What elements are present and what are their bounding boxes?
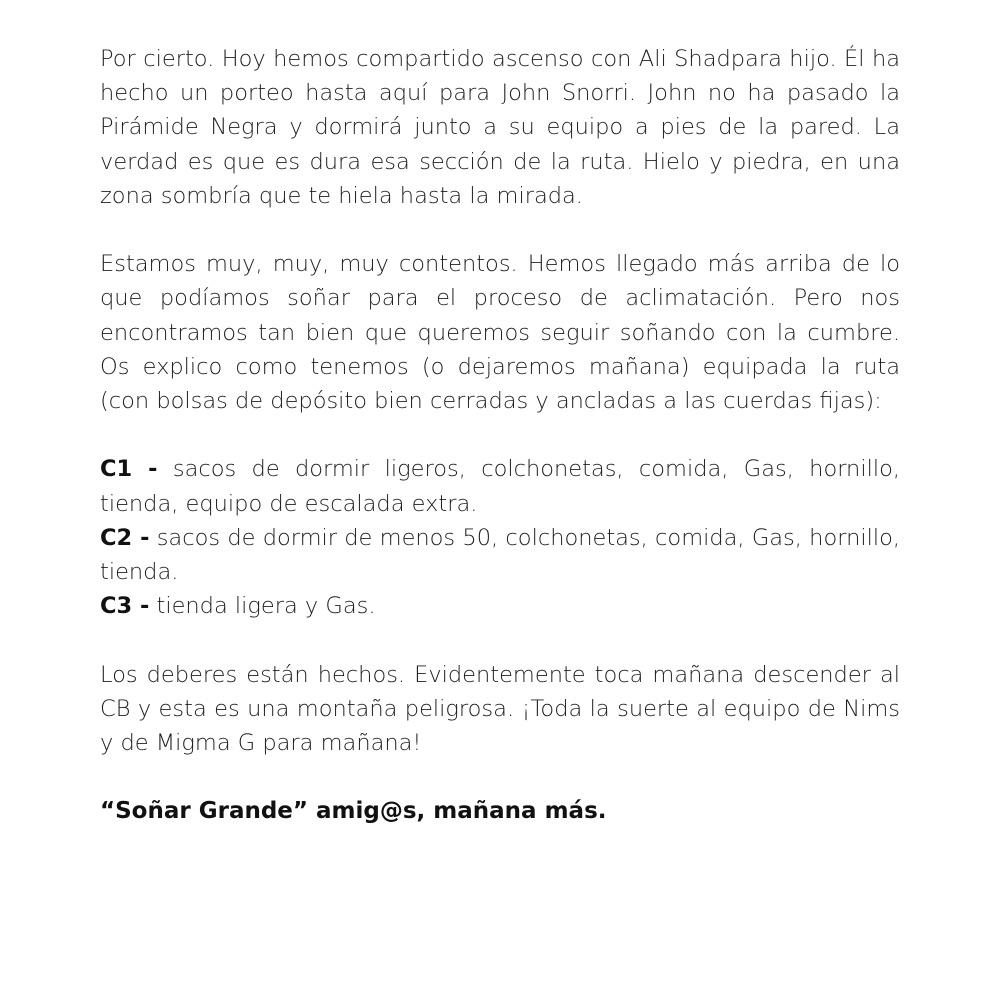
paragraph-gap [100, 213, 900, 247]
paragraph-route: Estamos muy, muy, muy contentos. Hemos llegado más arriba de lo que podíamos soñar para el proceso de aclimatación. Pero nos encontramos tan bien que queremos seguir soñando con la cumbre. Os explico como tenemos (o dejaremos mañana) equipada la ruta (con bolsas de depósito bien cerradas y ancladas a las cuerdas fijas): [100, 251, 900, 415]
paragraph-intro: Por cierto. Hoy hemos compartido ascenso con Ali Shadpara hijo. Él ha hecho un porteo hasta aquí para John Snorri. John no ha pasado la Pirámide Negra y dormirá junto a su equipo a pies de la pared. La verdad es que es dura esa sección de la ruta. Hielo y piedra, en una zona sombría que te hiela hasta la mirada. [100, 46, 900, 209]
camp-list [100, 452, 900, 623]
camp-item-c2 [100, 521, 900, 589]
camp-code: C3 - [100, 593, 150, 620]
camp-item-c1 [100, 452, 900, 520]
paragraph-gap [100, 418, 900, 452]
closing-line: “Soñar Grande” amig@s, mañana más. [100, 798, 607, 825]
paragraph-gap [100, 623, 900, 657]
camp-code: C2 - [100, 524, 150, 551]
paragraph-gap [100, 760, 900, 794]
camp-description: sacos de dormir de menos 50, colchonetas, comida, Gas, hornillo, tienda. [100, 524, 900, 586]
camp-item-c3 [100, 589, 900, 623]
camp-code: C1 - [100, 456, 158, 483]
paragraph-final: Los deberes están hechos. Evidentemente toca mañana descender al CB y esta es una montaña peligrosa. ¡Toda la suerte al equipo de Nims y de Migma G para mañana! [100, 661, 900, 757]
camp-description: sacos de dormir ligeros, colchonetas, comida, Gas, hornillo, tienda, equipo de escalada extra. [100, 456, 900, 517]
document-body [100, 42, 900, 829]
camp-description: tienda ligera y Gas. [149, 593, 376, 620]
